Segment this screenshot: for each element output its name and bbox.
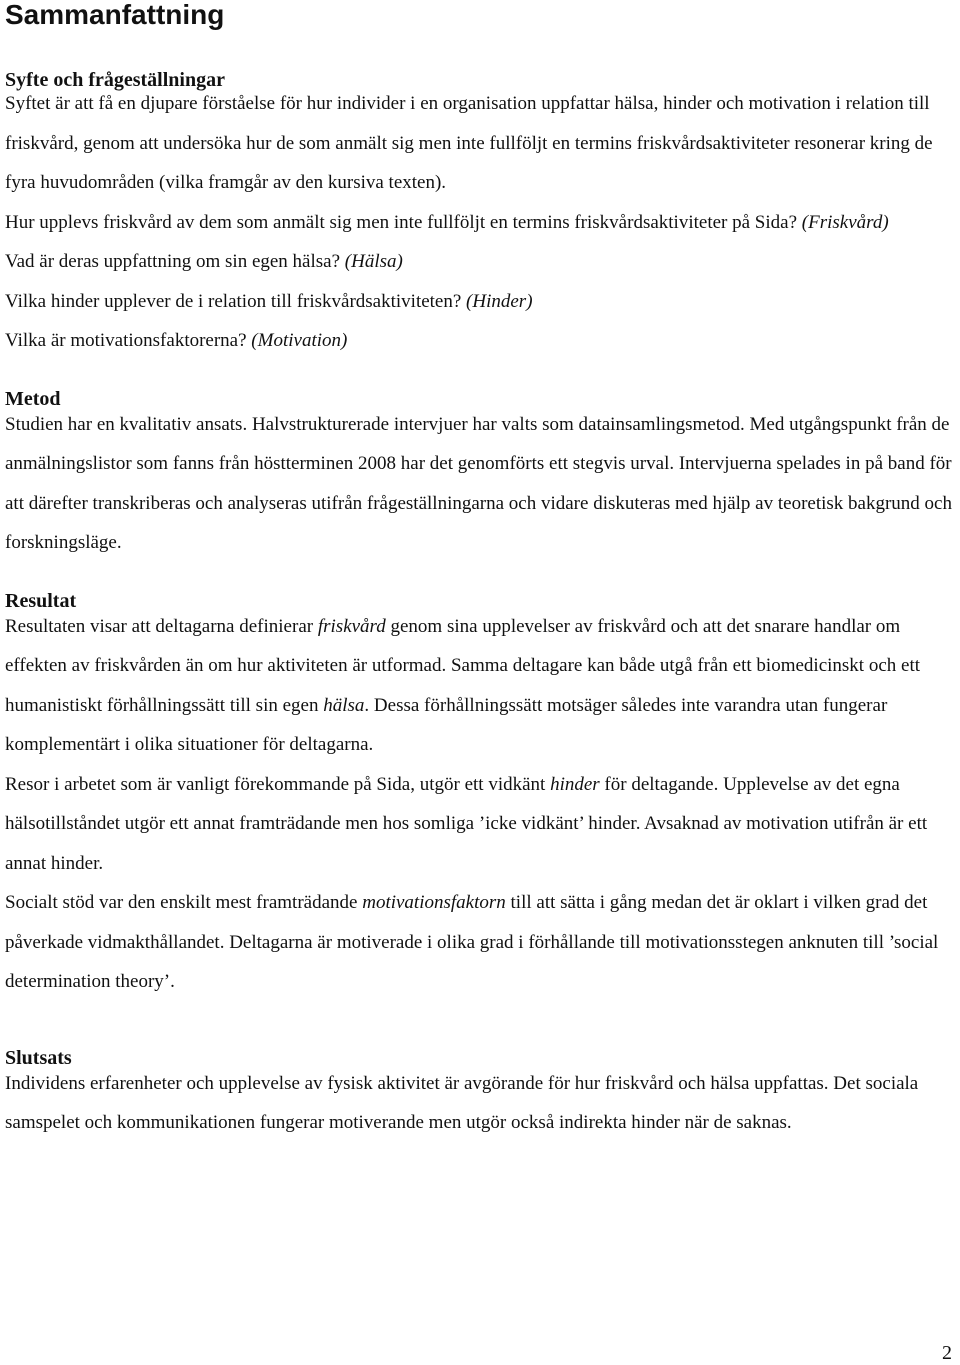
- heading-syfte: Syfte och frågeställningar: [5, 69, 225, 91]
- resultat-p3-part-b: till att sätta i gång medan det är oklart i vilken grad det påverkade vidmakthållandet. Deltagarna är motiverade i olika grad i förhållande till motivationsstegen anknuten till ’social determination theory’.: [5, 892, 939, 992]
- question-halsa-text: Vad är deras uppfattning om sin egen hälsa?: [5, 251, 341, 272]
- question-hinder-text: Vilka hinder upplever de i relation till friskvårdsaktiviteten?: [5, 290, 462, 312]
- resultat-p3-term-motivationsfaktorn: motivationsfaktorn: [362, 892, 506, 913]
- metod-text: Studien har en kvalitativ ansats. Halvstrukturerade intervjuer har valts som datainsamlingsmetod. Med utgångspunkt från de anmälningslistor som fanns från höstterminen 2008 har det genomförts ett stegvis urval. Intervjuerna spelades in på band för att därefter transkriberas och analyseras utifrån frågeställningarna och vidare diskuteras med hjälp av teoretisk bakgrund och forskningsläge.: [5, 413, 952, 553]
- question-halsa: [5, 242, 953, 282]
- question-friskvard-tag: (Friskvård): [801, 211, 889, 233]
- syfte-intro: Syftet är att få en djupare förståelse för hur individer i en organisation uppfattar hälsa, hinder och motivation i relation till friskvård, genom att undersöka hur de som anmält sig men inte fullföljt en termins friskvårdsaktiviteter resonerar kring de fyra huvudområden (vilka framgår av den kursiva texten).: [5, 93, 933, 193]
- resultat-paragraph-3: [5, 883, 953, 1002]
- resultat-p2-term-hinder: hinder: [550, 773, 600, 795]
- resultat-p1-term-friskvard: friskvård: [317, 615, 386, 637]
- resultat-p2-part-b: för deltagande. Upplevelse av det egna hälsotillståndet utgör ett annat framträdande men hos somliga ’icke vidkänt’ hinder. Avsaknad av motivation utifrån är ett annat hinder.: [5, 773, 928, 874]
- section-slutsats: [5, 1046, 953, 1143]
- question-halsa-tag: (Hälsa): [344, 251, 403, 272]
- question-friskvard: [5, 203, 953, 243]
- question-hinder-tag: (Hinder): [466, 290, 533, 312]
- resultat-p1-part-a: Resultaten visar att deltagarna definierar: [5, 615, 318, 637]
- resultat-p1-term-halsa: hälsa: [323, 694, 365, 716]
- resultat-paragraph-1: [5, 607, 953, 765]
- section-syfte: [5, 68, 953, 361]
- heading-metod: Metod: [5, 387, 61, 410]
- page-title: Sammanfattning: [5, 0, 225, 30]
- resultat-p1-part-c: . Dessa förhållningssätt motsäger således inte varandra utan fungerar komplementärt i olika situationer för deltagarna.: [5, 694, 888, 755]
- slutsats-text: Individens erfarenheter och upplevelse av fysisk aktivitet är avgörande för hur friskvård och hälsa uppfattas. Det sociala samspelet och kommunikationen fungerar motiverande men utgör också indirekta hinder när de saknas.: [5, 1072, 919, 1133]
- question-friskvard-text: Hur upplevs friskvård av dem som anmält sig men inte fullföljt en termins friskvårdsaktiviteter på Sida?: [5, 211, 798, 233]
- document-page: [5, 0, 953, 1143]
- question-motivation-text: Vilka är motivationsfaktorerna?: [5, 330, 247, 351]
- section-metod: [5, 387, 953, 563]
- page-number: 2: [942, 1342, 952, 1364]
- resultat-p2-part-a: Resor i arbetet som är vanligt förekommande på Sida, utgör ett vidkänt: [5, 773, 551, 795]
- heading-resultat: Resultat: [5, 589, 77, 612]
- question-motivation-tag: (Motivation): [251, 330, 348, 351]
- question-motivation: [5, 321, 953, 361]
- resultat-paragraph-2: [5, 765, 953, 884]
- section-resultat: [5, 589, 953, 1002]
- heading-slutsats: Slutsats: [5, 1046, 72, 1069]
- resultat-p3-part-a: Socialt stöd var den enskilt mest framträdande: [5, 892, 363, 913]
- question-hinder: [5, 282, 953, 322]
- resultat-p1-part-b: genom sina upplevelser av friskvård och att det snarare handlar om effekten av friskvården än om hur aktiviteten är utformad. Samma deltagare kan både utgå från ett biomedicinskt och ett humanistiskt förhållningssätt till sin egen: [5, 615, 921, 716]
